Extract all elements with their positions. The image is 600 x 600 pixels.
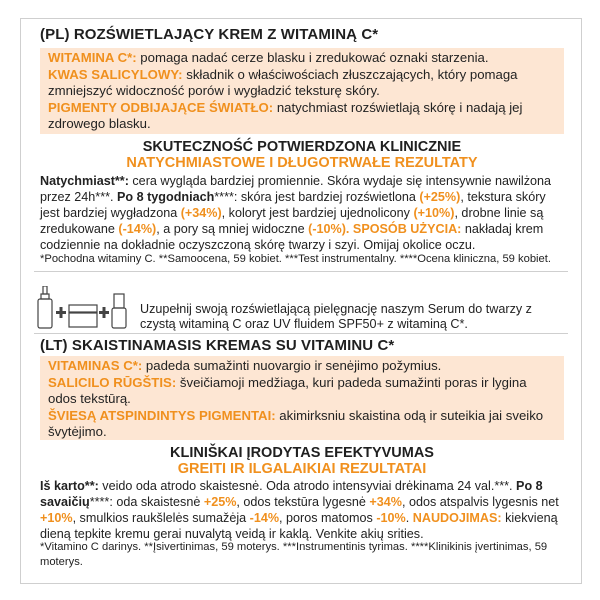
lt-footnote: *Vitamino C darinys. **Įsivertinimas, 59 moterys. ***Instrumentinis tyrimas. ****Klinikinis įvertinimas, 59 moterys.: [40, 541, 548, 568]
pl-ingredient-key: KWAS SALICYLOWY:: [48, 66, 183, 82]
pl-body-text: , drobne linie są zredukowane: [40, 206, 544, 236]
lt-body-text: veido oda atrodo skaistesnė. Oda atrodo intensyviai drėkinama 24 val.***.: [98, 479, 517, 493]
pl-usage-label: SPOSÓB UŻYCIA:: [352, 222, 462, 236]
pl-footnote: *Pochodna witaminy C. **Samoocena, 59 kobiet. ***Test instrumentalny. ****Ocena kliniczna, 59 kobiet.: [40, 253, 551, 265]
lt-body-text: ****: oda skaistesnė: [89, 495, 204, 509]
pl-body-text: Po 8 tygodniach: [117, 190, 215, 204]
pl-body-value: (+34%): [180, 206, 222, 220]
pl-body-text: cera wygląda bardziej promiennie. Skóra wydaje się intensywnie nawilżona przez 24h***.: [40, 174, 552, 204]
lt-body-text: , poros matomos: [279, 511, 377, 525]
pl-body-text: , a pory są mniej widoczne: [156, 222, 309, 236]
pl-ingredient: [48, 50, 556, 67]
plus-icon: [56, 307, 66, 318]
pl-ingredient-key: WITAMINA C*:: [48, 50, 137, 65]
divider: [34, 333, 568, 334]
pl-body-text: ****: skóra jest bardziej rozświetlona: [214, 190, 420, 204]
lt-ingredient-key: SALICILO RŪGŠTIS:: [48, 374, 177, 390]
lt-body-value: +25%: [203, 495, 237, 509]
lt-ingredient: [48, 375, 556, 408]
lt-title: (LT) SKAISTINAMASIS KREMAS SU VITAMINU C*: [40, 337, 395, 354]
lt-body-value: +10%: [40, 511, 73, 525]
lt-ingredient: [48, 408, 556, 441]
lt-body-text: , smulkios raukšlelės sumažėja: [72, 511, 250, 525]
cream-jar-icon: [69, 305, 97, 327]
pl-heading: SKUTECZNOŚĆ POTWIERDZONA KLINICZNIE: [142, 139, 462, 155]
lt-subheading: GREITI IR ILGALAIKIAI REZULTATAI: [177, 461, 427, 477]
pl-title: (PL) ROZŚWIETLAJĄCY KREM Z WITAMINĄ C*: [40, 26, 379, 43]
lt-heading: KLINIŠKAI ĮRODYTAS EFEKTYVUMAS: [170, 445, 434, 461]
divider: [34, 271, 568, 272]
serum-bottle-icon: [38, 286, 52, 328]
fluid-tube-icon: [112, 294, 126, 328]
lt-ingredient-text: padeda sumažinti nuovargio ir senėjimo požymius.: [142, 358, 442, 373]
lt-ingredient-key: VITAMINAS C*:: [48, 358, 143, 373]
lt-body-text: Po 8 savaičių: [40, 479, 543, 509]
pl-ingredients-box: [40, 48, 564, 134]
pl-body-text: , tekstura skóry jest bardziej wygładzona: [40, 190, 546, 220]
regimen-text: Uzupełnij swoją rozświetlającą pielęgnację naszym Serum do twarzy z czystą witaminą C oraz UV fluidem SPF50+ z witaminą C*.: [140, 302, 532, 331]
pl-ingredient-key: PIGMENTY ODBIJAJĄCE ŚWIATŁO:: [48, 99, 274, 115]
pl-body-value: (-14%): [118, 222, 157, 236]
pl-ingredient: [48, 100, 556, 133]
lt-body-value: -10%: [376, 511, 406, 525]
lt-body-value: +34%: [369, 495, 402, 509]
lt-ingredient-text: šveičiamoji medžiaga, kuri padeda sumažinti poras ir lygina odos tekstūrą.: [48, 374, 527, 406]
pl-body-value: (+10%): [413, 206, 455, 220]
plus-icon: [99, 307, 109, 318]
pl-subheading: NATYCHMIASTOWE I DŁUGOTRWAŁE REZULTATY: [126, 155, 478, 171]
pl-ingredient-text: składnik o właściwościach złuszczających, który pomaga zmniejszyć widoczność porów i wygładzić teksturę skóry.: [48, 66, 518, 98]
pl-body-value: (+25%): [419, 190, 461, 204]
pl-ingredient: [48, 67, 556, 100]
lt-body-text: .: [405, 511, 413, 525]
lt-body-text: , odos tekstūra lygesnė: [236, 495, 370, 509]
lt-body: [40, 478, 564, 542]
lt-ingredients-box: [40, 356, 564, 440]
regimen-icons: [34, 286, 130, 330]
lt-usage-label: NAUDOJIMAS:: [412, 511, 502, 525]
pl-ingredient-text: natychmiast rozświetlają skórę i nadają jej zdrowego blasku.: [48, 99, 523, 131]
pl-ingredient-text: pomaga nadać cerze blasku i zredukować oznaki starzenia.: [136, 50, 489, 65]
pl-body-value: (-10%).: [308, 222, 350, 236]
pl-usage-text: nakładaj krem codziennie na dokładnie oczyszczoną skórę twarzy i szyi. Omijaj okolice oczu.: [40, 222, 544, 252]
lt-ingredient-key: ŠVIESĄ ATSPINDINTYS PIGMENTAI:: [48, 407, 276, 423]
pl-body: [40, 173, 564, 253]
lt-body-value: -14%: [249, 511, 280, 525]
lt-ingredient: [48, 358, 556, 375]
lt-usage-text: kiekvieną dieną tepkite kremu gerai nuvalytą veidą ir kaklą. Venkite akių srities.: [40, 511, 558, 541]
lt-ingredient-text: akimirksniu skaistina odą ir suteikia jai sveiko švytėjimo.: [48, 407, 544, 439]
lt-body-text: , odos atspalvis lygesnis net: [401, 495, 559, 509]
lt-body-text: Iš karto**:: [40, 479, 99, 493]
pl-body-text: Natychmiast**:: [40, 174, 129, 188]
pl-body-text: , koloryt jest bardziej ujednolicony: [221, 206, 414, 220]
